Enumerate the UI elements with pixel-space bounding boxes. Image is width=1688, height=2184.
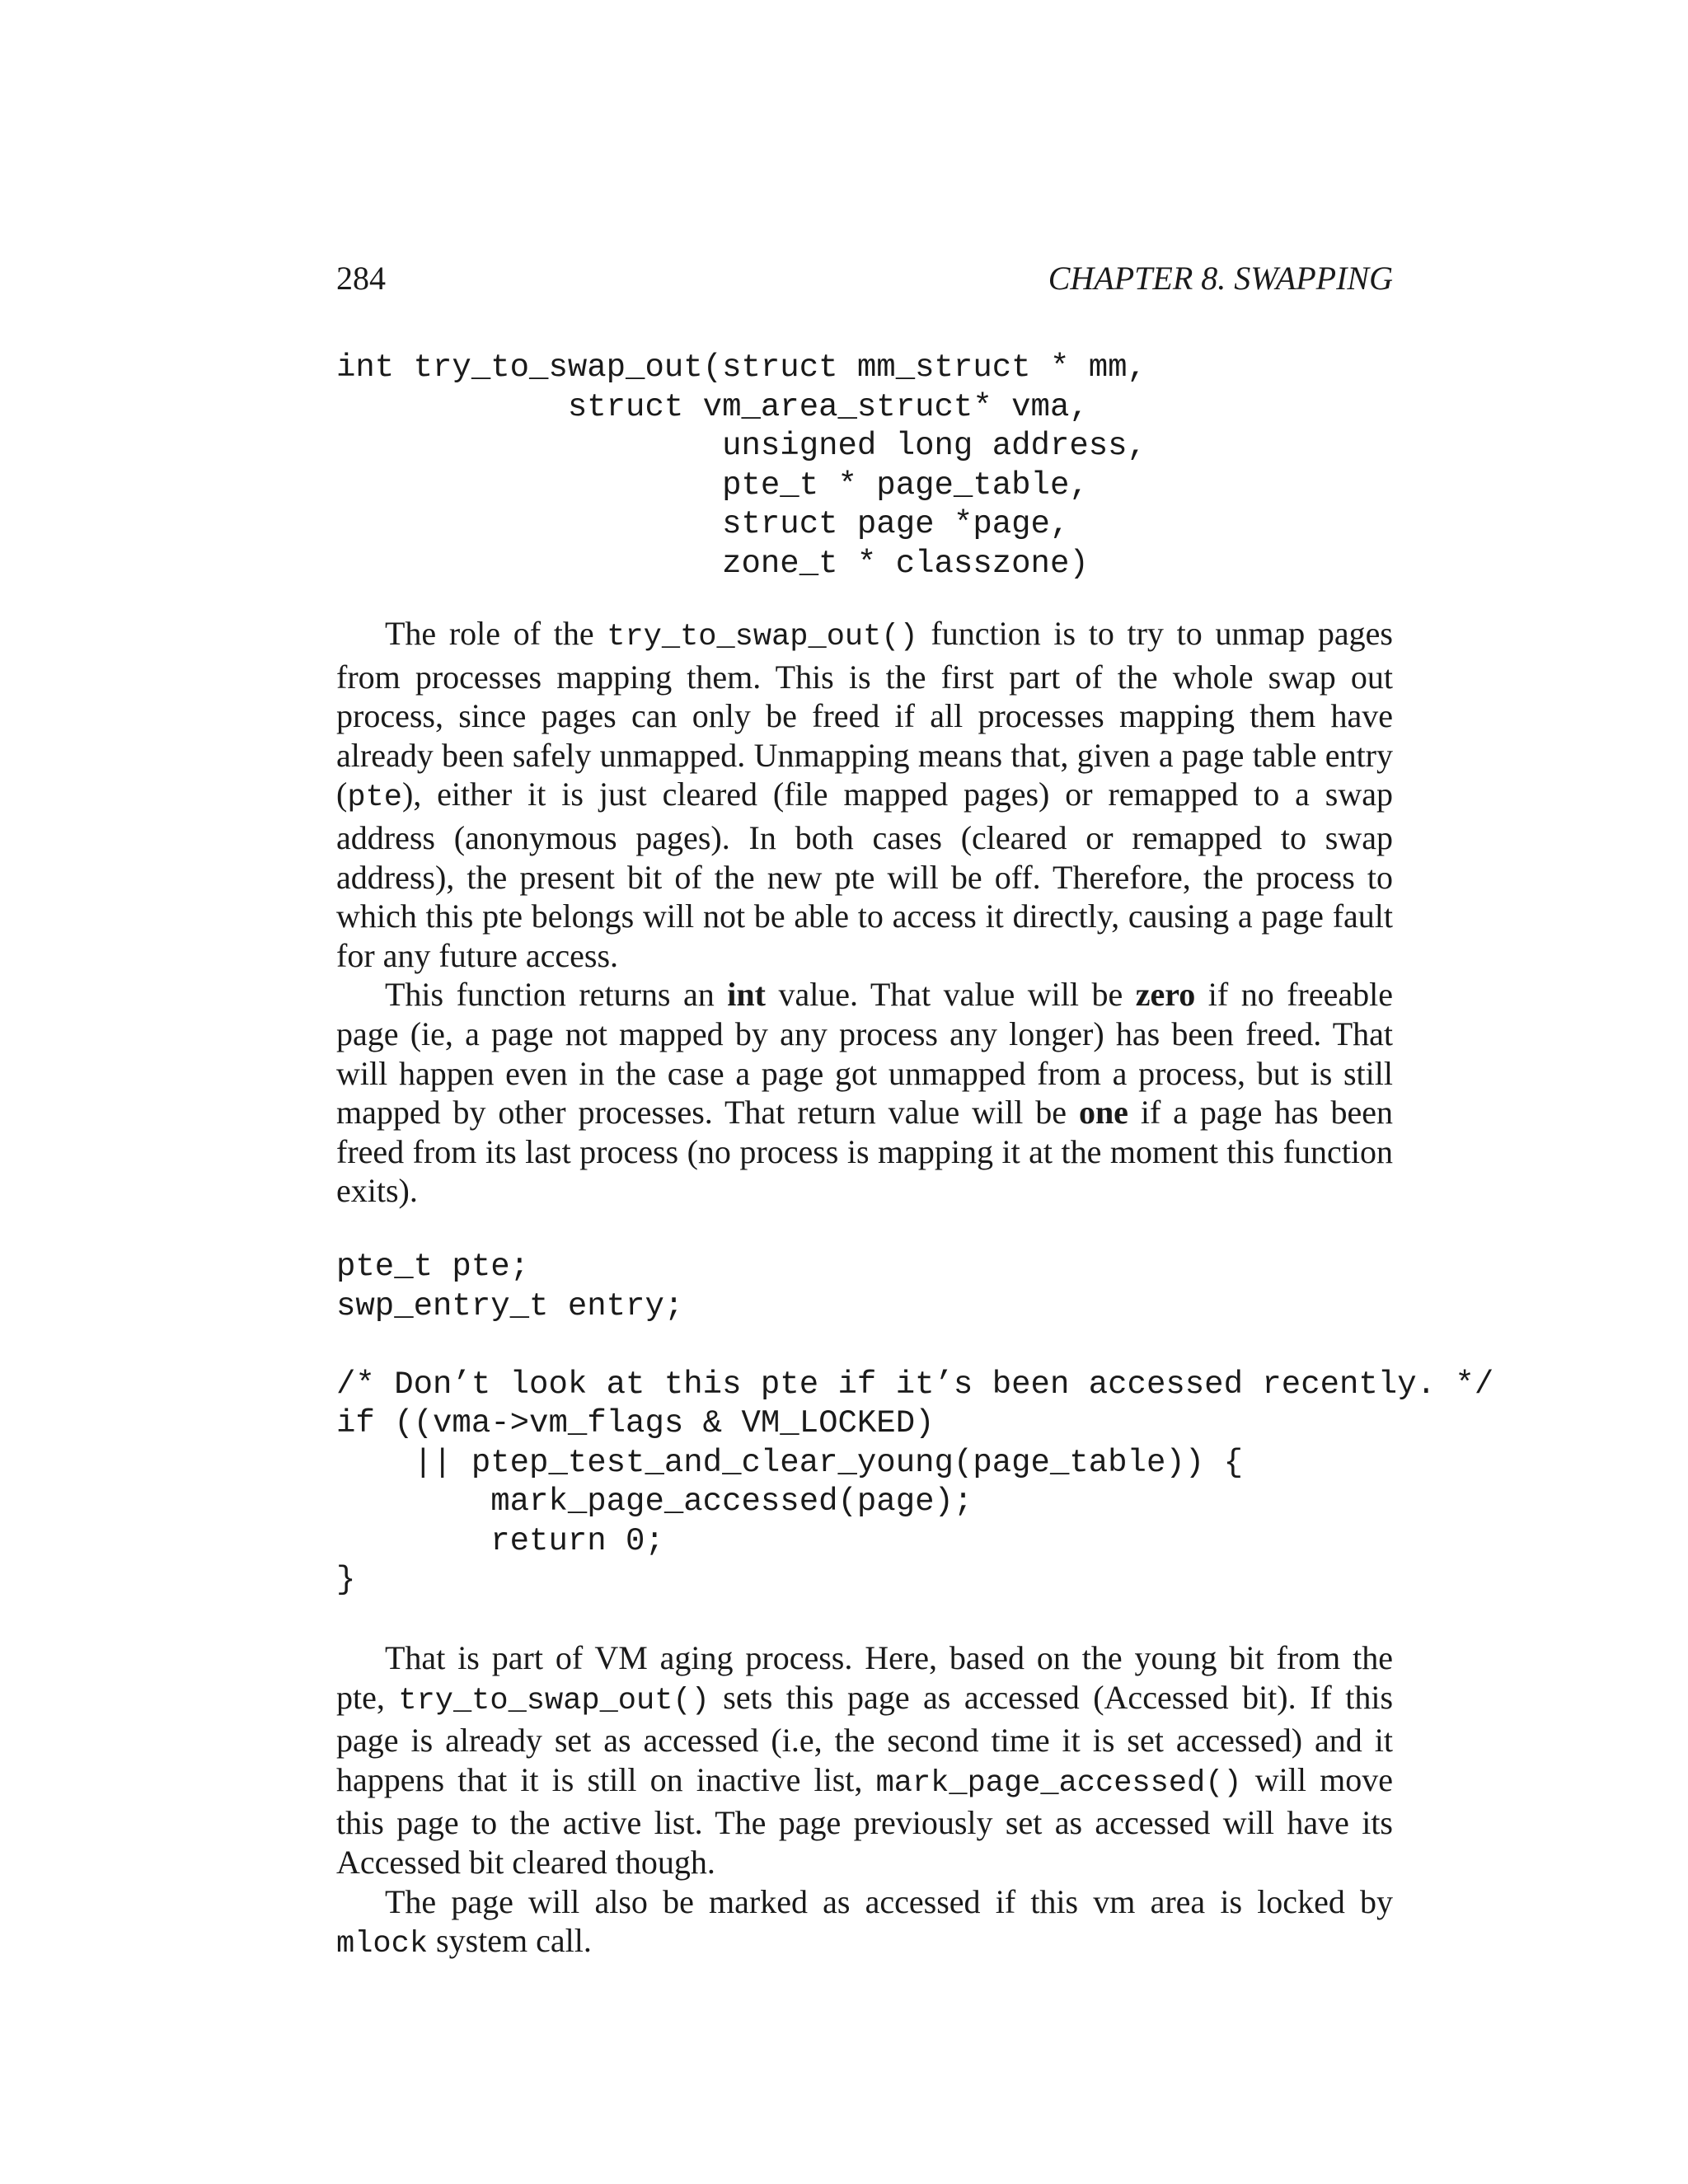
pte-check-code-block bbox=[336, 1248, 1493, 1601]
paragraph-mlock bbox=[336, 1882, 1393, 1965]
code-line: /* Don’t look at this pte if it’s been accessed recently. */ bbox=[336, 1366, 1494, 1403]
code-line: struct page *page, bbox=[336, 506, 1070, 542]
code-line: int try_to_swap_out(struct mm_struct * mm, bbox=[336, 349, 1146, 386]
text-run: will move this page to the active list. The page previously set as accessed will have its Accessed bit cleared though. bbox=[336, 1760, 1393, 1881]
paragraph-role-of-function bbox=[336, 614, 1393, 975]
inline-code: try_to_swap_out() bbox=[607, 620, 918, 654]
text-run: ), either it is just cleared (file mapped pages) or remapped to a swap address (anonymous pages). In both cases (cleared or remapped to swap address), the present bit of the new pte will be off. Therefore, the process to which this pte belongs will not be able to access it directly, causing a page fault for any future access. bbox=[336, 776, 1393, 974]
code-line: } bbox=[336, 1562, 356, 1598]
text-run: The role of the bbox=[385, 615, 607, 652]
body-text-section-2 bbox=[336, 1638, 1393, 1965]
code-line: return 0; bbox=[336, 1522, 664, 1559]
text-run: value. That value will be bbox=[765, 976, 1136, 1014]
text-run: function is to try to unmap pages from processes mapping them. This is the first part of the whole swap out process, since pages can only be freed if all processes mapping them have already been safely unmapped. Unmapping means that, given a page table entry ( bbox=[336, 615, 1393, 813]
bold-term: one bbox=[1078, 1094, 1128, 1132]
code-line bbox=[336, 1326, 1493, 1366]
code-line: if ((vma->vm_flags & VM_LOCKED) bbox=[336, 1405, 935, 1441]
page-number: 284 bbox=[336, 260, 386, 297]
code-line: mark_page_accessed(page); bbox=[336, 1483, 973, 1520]
code-line: zone_t * classzone) bbox=[336, 545, 1089, 582]
inline-code: mlock bbox=[336, 1927, 429, 1962]
chapter-title: CHAPTER 8. SWAPPING bbox=[1048, 260, 1393, 297]
code-line: swp_entry_t entry; bbox=[336, 1287, 684, 1324]
code-line: unsigned long address, bbox=[336, 428, 1146, 464]
code-line: struct vm_area_struct* vma, bbox=[336, 388, 1089, 425]
text-run: The page will also be marked as accessed if this vm area is locked by bbox=[385, 1882, 1393, 1920]
inline-code: pte bbox=[347, 780, 402, 816]
code-line: pte_t pte; bbox=[336, 1249, 530, 1285]
text-run: if a page has been freed from its last process (no process is mapping it at the moment this function exits). bbox=[336, 1094, 1393, 1210]
text-run: This function returns an bbox=[385, 976, 728, 1014]
body-text-section-1 bbox=[336, 614, 1393, 1211]
text-run: system call. bbox=[428, 1922, 592, 1960]
text-run: sets this page as accessed (Accessed bit). If this page is already set as accessed (i.e, the second time it is set accessed) and it happens that it is still on inactive list, bbox=[336, 1678, 1394, 1798]
text-run: That is part of VM aging process. Here, based on the young bit from the pte, bbox=[336, 1639, 1393, 1716]
text-run: if no freeable page (ie, a page not mapped by any process any longer) has been freed. That will happen even in the case a page got unmapped from a process, but is still mapped by other processes. That return value will be bbox=[336, 976, 1393, 1132]
function-signature-code-block bbox=[336, 349, 1146, 583]
paragraph-vm-aging bbox=[336, 1638, 1393, 1882]
inline-code: try_to_swap_out() bbox=[398, 1683, 710, 1718]
inline-code: mark_page_accessed() bbox=[875, 1765, 1242, 1801]
paragraph-return-value bbox=[336, 975, 1393, 1211]
code-line: || ptep_test_and_clear_young(page_table)) { bbox=[336, 1444, 1243, 1481]
bold-term: zero bbox=[1135, 976, 1196, 1014]
code-line: pte_t * page_table, bbox=[336, 466, 1089, 504]
page-header bbox=[336, 254, 1393, 303]
bold-term: int bbox=[727, 976, 766, 1014]
